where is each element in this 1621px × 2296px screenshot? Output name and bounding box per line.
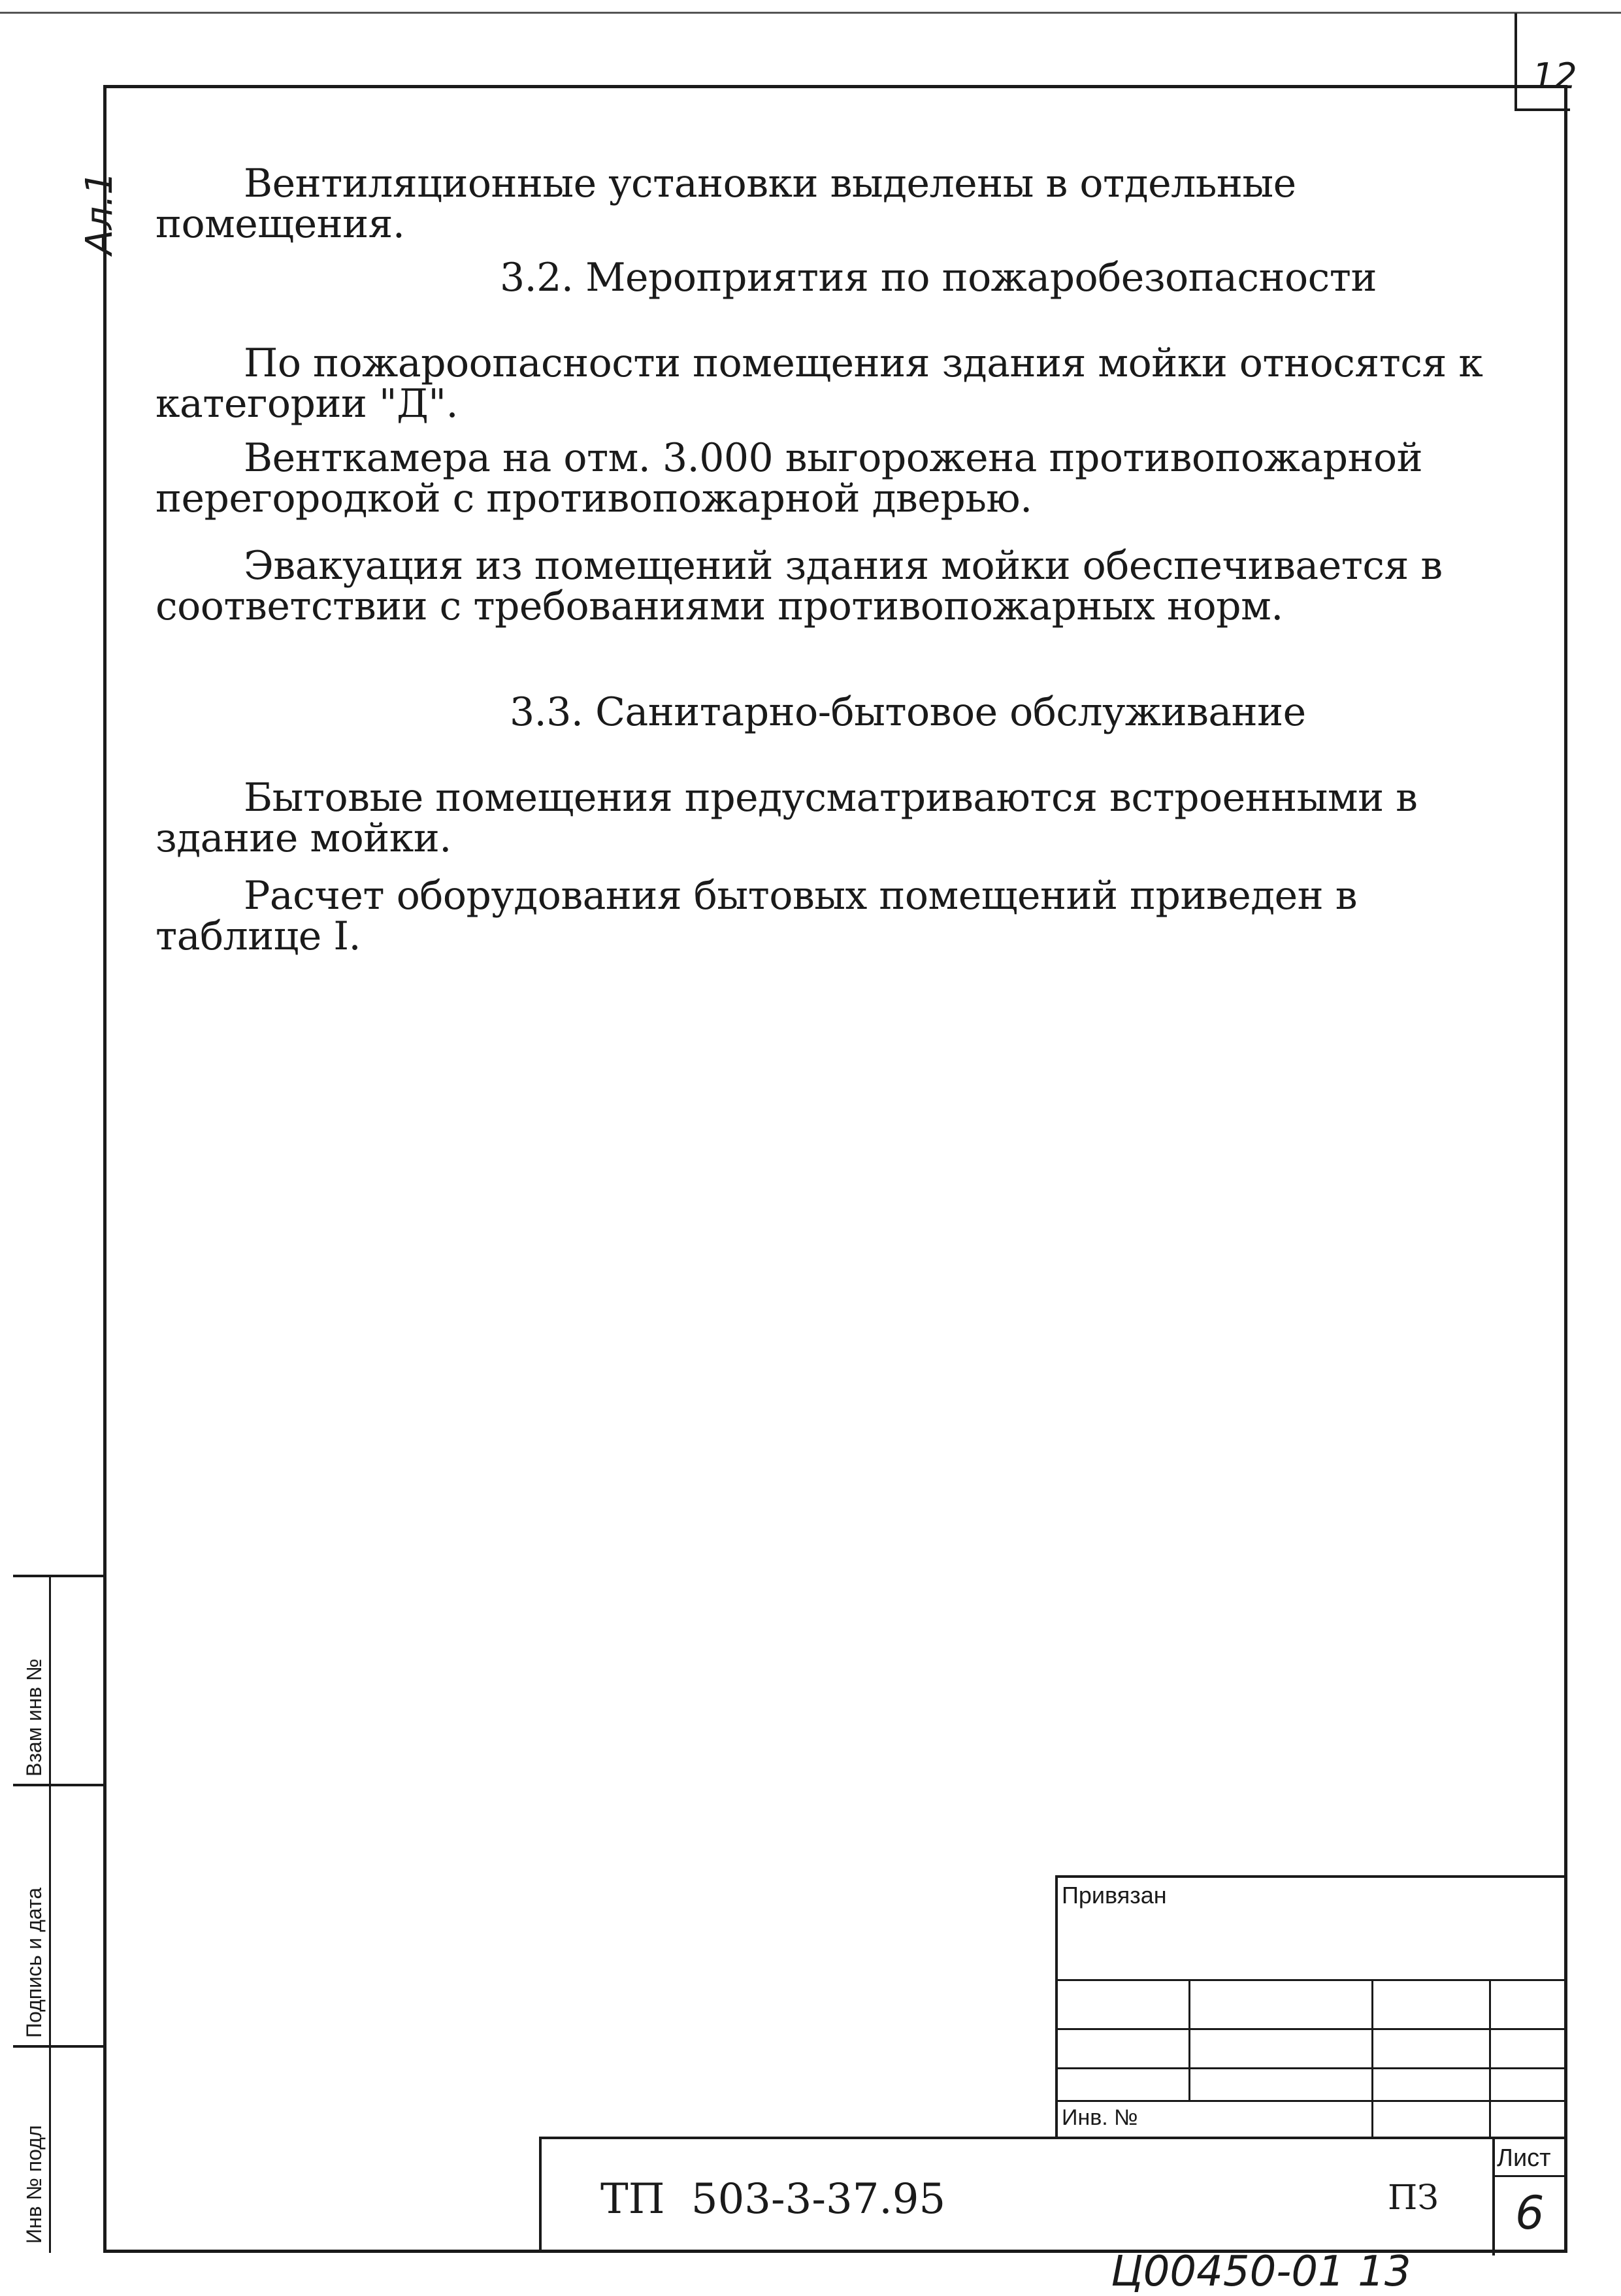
approval-row-line: [1058, 2067, 1567, 2069]
sheet-col-line: [1492, 2139, 1495, 2255]
top-scan-edge: [0, 12, 1621, 14]
paragraph-evacuation: Эвакуация из помещений здания мойки обеспечивается в соответствии с требованиями противопожарных норм.: [156, 543, 1443, 629]
approval-row-line: [1058, 2028, 1567, 2030]
heading-fire-safety: 3.2. Мероприятия по пожаробезопасности: [500, 255, 1377, 301]
margin-note: Ал.1: [78, 171, 121, 255]
approval-inv-label: Инв. №: [1062, 2105, 1138, 2130]
approval-title: Привязан: [1062, 1882, 1167, 1909]
heading-sanitary: 3.3. Санитарно-бытовое обслуживание: [510, 689, 1306, 735]
sheet-label: Лист: [1497, 2144, 1551, 2172]
approval-col-line: [1188, 1979, 1190, 2100]
side-stamp-podpis: [13, 1784, 105, 2045]
paragraph-ventilation-chamber: Венткамера на отм. 3.000 выгорожена противопожарной перегородкой с противопожарной дверью.: [156, 435, 1423, 521]
side-stamp-inv-podl: [13, 2045, 105, 2253]
page-number-top: 12: [1532, 56, 1577, 97]
side-stamp-vzam: [13, 1575, 105, 1784]
approval-col-line: [1489, 1979, 1491, 2139]
title-block: [539, 2137, 1567, 2253]
sheet-row-line: [1492, 2175, 1567, 2177]
section-code: ПЗ: [1388, 2178, 1439, 2218]
paragraph-fire-category: По пожароопасности помещения здания мойки относятся к категории "Д".: [156, 340, 1483, 427]
paragraph-domestic-rooms: Бытовые помещения предусматриваются встроенными в здание мойки.: [156, 775, 1418, 861]
approval-col-line: [1371, 1979, 1373, 2139]
side-label-vzam: Взам инв №: [22, 1658, 46, 1777]
approval-row-line: [1058, 2100, 1567, 2102]
sheet-number: 6: [1515, 2186, 1545, 2240]
approval-row-line: [1058, 1979, 1567, 1981]
side-label-inv-podl: Инв № подл: [22, 2125, 46, 2244]
archive-code: Ц00450-01 13: [1111, 2248, 1411, 2296]
side-stamp-divider: [49, 1575, 51, 2253]
document-code: ТП 503-3-37.95: [600, 2175, 946, 2223]
paragraph-ventilation: Вентиляционные установки выделены в отдельные помещения.: [156, 161, 1296, 247]
approval-block: [1055, 1875, 1567, 2137]
side-label-podpis: Подпись и дата: [22, 1887, 46, 2038]
paragraph-equipment-calc: Расчет оборудования бытовых помещений приведен в таблице I.: [156, 873, 1358, 959]
